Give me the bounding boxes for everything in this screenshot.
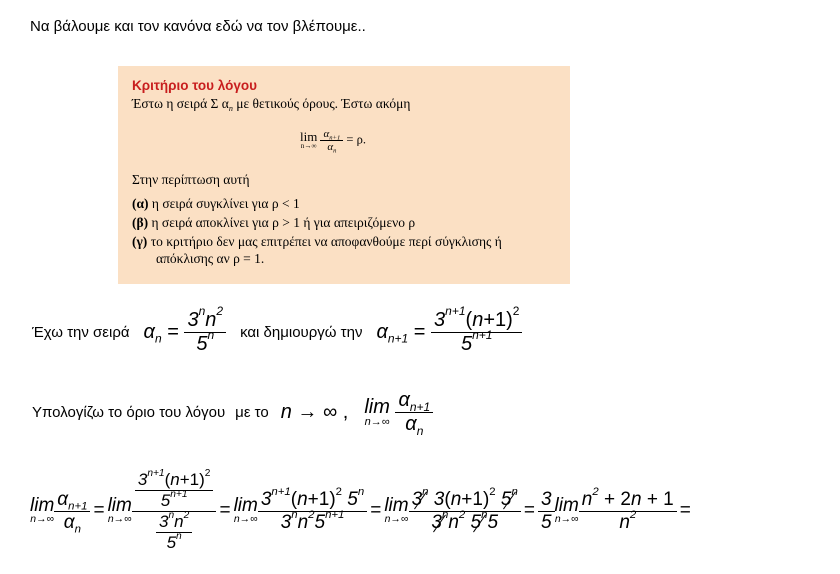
criterion-case-intro: Στην περίπτωση αυτή bbox=[132, 172, 250, 187]
limit-definition bbox=[32, 384, 433, 440]
next-term-formula: $\alpha_{n+1}$ = $\frac{3^{n+1}(n+1)^2}{5^{n+1}}$ bbox=[376, 309, 522, 356]
limit-formula: lim n→∞ $\frac{\alpha_{n+1}}{\alpha_n}$ bbox=[364, 389, 433, 436]
criterion-premise: Έστω η σειρά Σ $\alpha_n$ με θετικούς όρους. Έστω ακόμη bbox=[132, 96, 411, 114]
limit-text-2: με το bbox=[235, 403, 269, 421]
limit-text-1: Υπολογίζω το όριο του λόγου bbox=[32, 403, 226, 421]
criterion-case-c-cont: απόκλισης αν ρ = 1. bbox=[156, 251, 265, 266]
criterion-limit: lim n→∞ $\frac{\alpha_{n+1}}{\alpha_n}$ = ρ. bbox=[300, 128, 366, 155]
intro-text: Να βάλουμε και τον κανόνα εδώ να τον βλέπουμε.. bbox=[30, 18, 366, 35]
criterion-case-c: (γ) το κριτήριο δεν μας επιτρέπει να αποφανθούμε περί σύγκλισης ή bbox=[132, 234, 502, 249]
series-text-1: Έχω την σειρά bbox=[32, 323, 130, 341]
limit-arrow: n → ∞ , bbox=[280, 400, 349, 423]
series-text-2: και δημιουργώ την bbox=[240, 323, 363, 341]
series-definition bbox=[32, 302, 522, 362]
criterion-case-b: (β) η σειρά αποκλίνει για ρ > 1 ή για απειριζόμενο ρ bbox=[132, 215, 416, 230]
ratio-test-box bbox=[118, 66, 570, 284]
criterion-title: Κριτήριο του λόγου bbox=[132, 78, 257, 93]
criterion-case-a: (α) η σειρά συγκλίνει για ρ < 1 bbox=[132, 196, 300, 211]
limit-calculation: lim n→∞ $\frac{\alpha_{n+1}}{\alpha_n}$ = lim n→∞ $\frac{\frac{3^{n+1}(n+1)^2}{5^{n+1}}}{\frac{3^nn^2}{5^n}}$ = lim n→∞ $\frac{3^{n+1}(n+1)^2 5^n}{3^nn^25^{n+1}}$ = lim n→∞ $\frac{3^n 3(n+1)^2 5^n}{3^nn^2 5^n5}$ = $\frac{3}{5}$ lim n→∞ $\frac{n^2 + 2n + 1}{n^2}$ = bbox=[30, 467, 691, 552]
series-formula: $\alpha_n$ = $\frac{3^nn^2}{5^n}$ bbox=[144, 309, 227, 356]
